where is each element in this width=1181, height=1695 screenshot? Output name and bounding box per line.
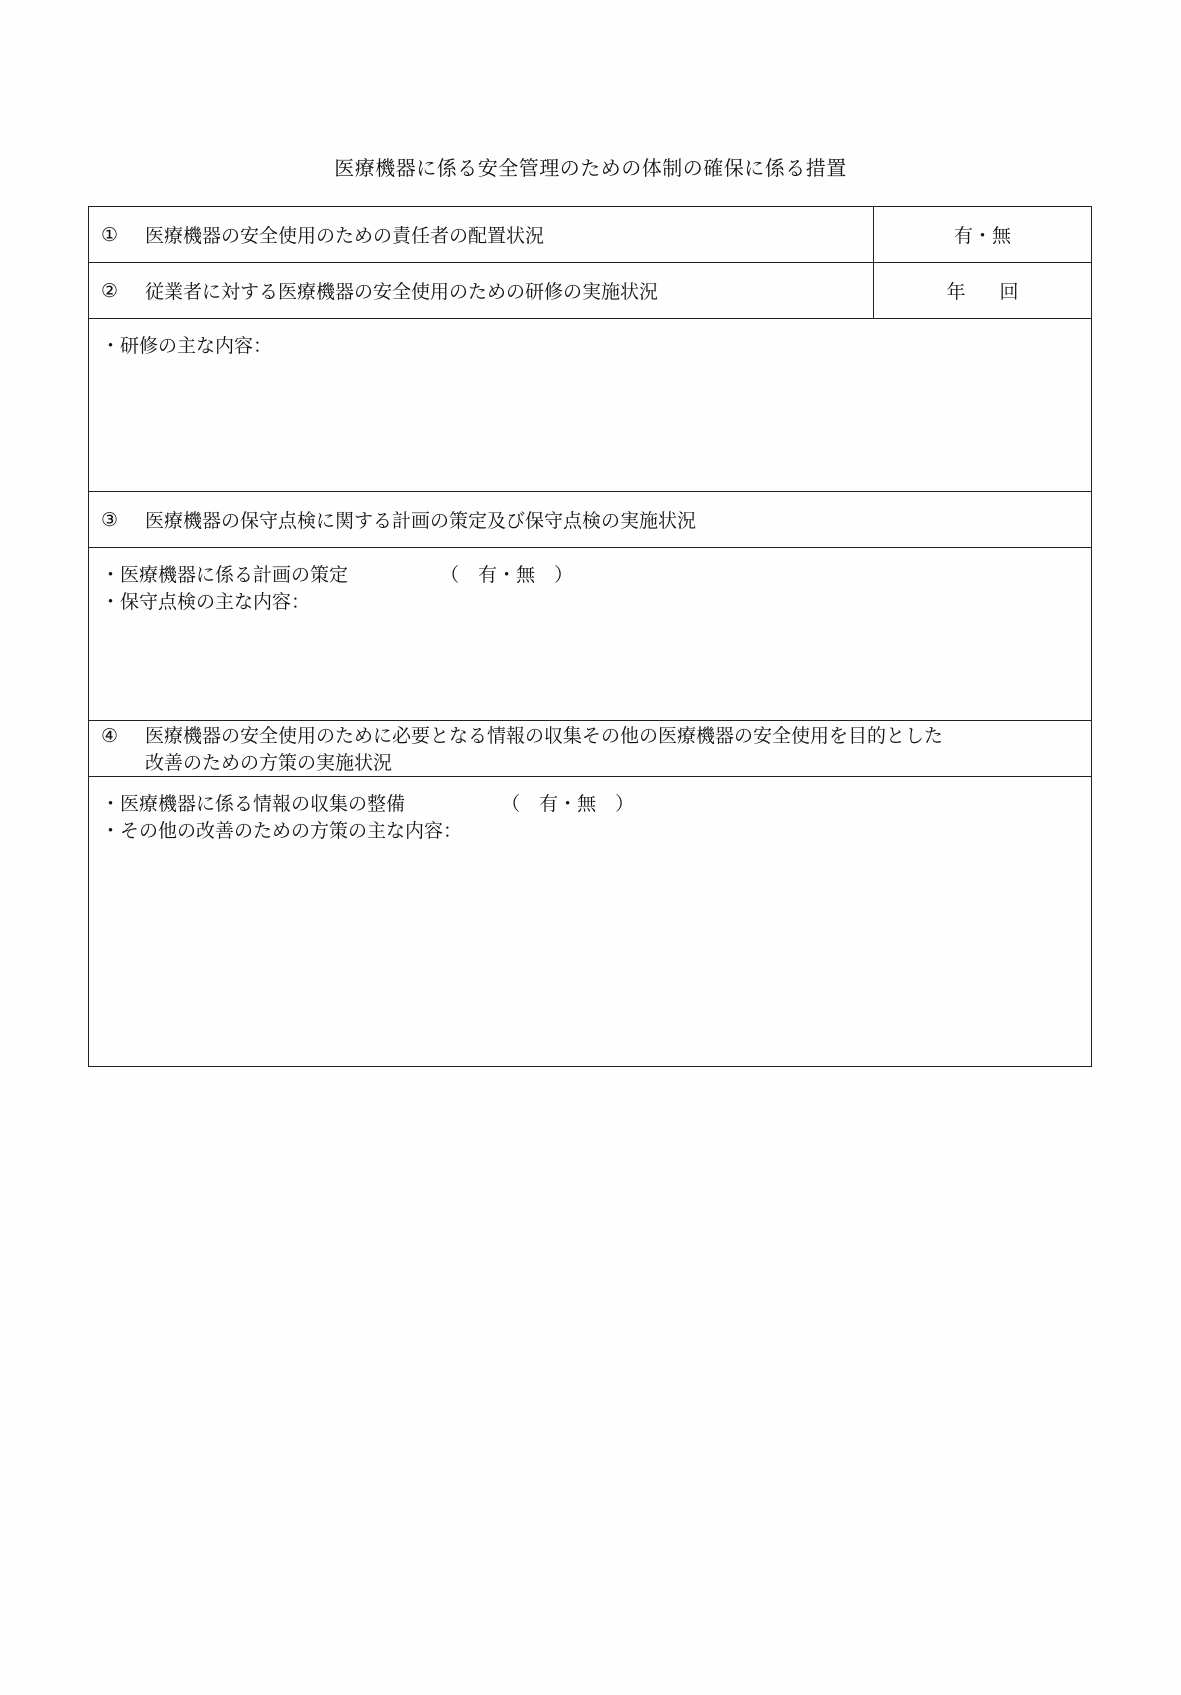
item-1-label-cell <box>89 207 873 262</box>
improvement-content-label: ・その他の改善のための方策の主な内容： <box>101 820 463 842</box>
item-1-row <box>89 207 1091 263</box>
item-2-year-unit: 年 <box>946 281 966 303</box>
item-1-answer-cell[interactable] <box>873 207 1091 262</box>
item-1-label: 医療機器の安全使用のための責任者の配置状況 <box>145 225 545 247</box>
improvement-detail-field[interactable] <box>89 777 1091 1066</box>
item-3-label-cell <box>89 492 1091 547</box>
maintenance-detail-row <box>89 548 1091 721</box>
item-1-number: ① <box>101 223 119 246</box>
info-collection-choice[interactable]: （ 有・無 ） <box>501 793 635 815</box>
item-4-number: ④ <box>101 725 119 747</box>
item-4-label-line1: 医療機器の安全使用のために必要となる情報の収集その他の医療機器の安全使用を目的とした <box>145 725 944 747</box>
maintenance-detail-field[interactable] <box>89 548 1091 720</box>
item-4-label-cell <box>89 721 1091 776</box>
item-3-row <box>89 492 1091 548</box>
item-4-label-line2: 改善のための方策の実施状況 <box>145 752 393 774</box>
item-2-number: ② <box>101 279 119 302</box>
item-2-row <box>89 263 1091 319</box>
item-3-number: ③ <box>101 508 119 531</box>
item-2-label: 従業者に対する医療機器の安全使用のための研修の実施状況 <box>145 281 659 303</box>
training-content-label: ・研修の主な内容： <box>101 335 273 357</box>
info-collection-label: ・医療機器に係る情報の収集の整備 <box>101 793 406 815</box>
form-table <box>88 206 1092 1067</box>
item-3-label: 医療機器の保守点検に関する計画の策定及び保守点検の実施状況 <box>145 510 697 532</box>
item-2-times-unit: 回 <box>999 281 1019 303</box>
item-2-answer-cell[interactable] <box>873 263 1091 318</box>
improvement-detail-row <box>89 777 1091 1066</box>
item-4-row <box>89 721 1091 777</box>
training-content-field[interactable] <box>89 319 1091 360</box>
maintenance-plan-label: ・医療機器に係る計画の策定 <box>101 564 349 586</box>
maintenance-content-label: ・保守点検の主な内容： <box>101 591 311 613</box>
item-1-answer: 有・無 <box>953 225 1011 247</box>
training-content-row <box>89 319 1091 492</box>
maintenance-plan-choice[interactable]: （ 有・無 ） <box>440 564 574 586</box>
document-title: 医療機器に係る安全管理のための体制の確保に係る措置 <box>334 156 847 180</box>
item-2-label-cell <box>89 263 873 318</box>
